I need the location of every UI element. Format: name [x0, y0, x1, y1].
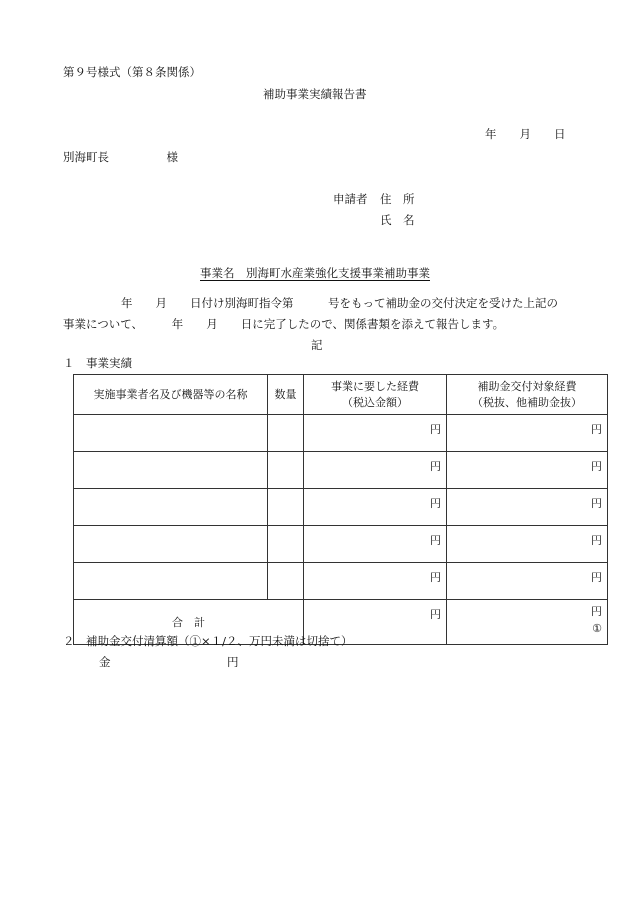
cell-name[interactable] — [74, 526, 268, 563]
total-eligible[interactable] — [447, 600, 608, 645]
cell-eligible[interactable]: 円 — [447, 415, 608, 452]
header-eligible — [447, 375, 608, 415]
cell-name[interactable] — [74, 563, 268, 600]
body-line-2: 事業について、 年 月 日に完了したので、関係書類を添えて報告します。 — [63, 317, 505, 331]
cell-quantity[interactable] — [268, 563, 304, 600]
total-eligible-yen: 円 — [591, 605, 602, 618]
cell-eligible[interactable]: 円 — [447, 489, 608, 526]
cell-cost[interactable]: 円 — [304, 563, 447, 600]
header-eligible-line1: 補助金交付対象経費 — [477, 379, 577, 393]
header-eligible-line2: （税抜、他補助金抜） — [472, 395, 582, 409]
form-number: 第９号様式（第８条関係） — [63, 65, 201, 79]
applicant-label: 申請者 — [333, 192, 368, 206]
body-line-1: 年 月 日付け別海町指令第 号をもって補助金の交付決定を受けた上記の — [121, 296, 558, 310]
header-cost-line1: 事業に要した経費 — [331, 379, 419, 393]
date-line: 年 月 日 — [485, 127, 566, 141]
cell-quantity[interactable] — [268, 452, 304, 489]
table-row — [74, 415, 608, 452]
document-title: 補助事業実績報告書 — [263, 87, 367, 101]
header-cost — [304, 375, 447, 415]
amount-yen: 円 — [227, 655, 239, 669]
cell-eligible[interactable]: 円 — [447, 452, 608, 489]
ki-label: 記 — [311, 338, 323, 352]
cell-quantity[interactable] — [268, 489, 304, 526]
cell-cost[interactable]: 円 — [304, 489, 447, 526]
header-quantity: 数量 — [268, 375, 304, 415]
cell-eligible[interactable]: 円 — [447, 526, 608, 563]
circle-one-marker: ① — [592, 622, 602, 635]
address-label: 住 所 — [380, 192, 415, 206]
cell-cost[interactable]: 円 — [304, 526, 447, 563]
cell-name[interactable] — [74, 415, 268, 452]
total-label: 合 計 — [74, 600, 304, 645]
table-header-row — [74, 375, 608, 415]
section-2-heading: ２ 補助金交付清算額（①×１/２、万円未満は切捨て） — [63, 634, 353, 648]
addressee: 別海町長 様 — [63, 150, 178, 164]
cell-name[interactable] — [74, 452, 268, 489]
cell-quantity[interactable] — [268, 526, 304, 563]
amount-prefix: 金 — [99, 655, 111, 669]
table-row — [74, 563, 608, 600]
cell-eligible[interactable]: 円 — [447, 563, 608, 600]
cell-name[interactable] — [74, 489, 268, 526]
project-name: 事業名 別海町水産業強化支援事業補助事業 — [200, 266, 430, 280]
cell-cost[interactable]: 円 — [304, 452, 447, 489]
results-table — [73, 374, 608, 645]
table-row — [74, 489, 608, 526]
cell-cost[interactable]: 円 — [304, 415, 447, 452]
name-label: 氏 名 — [380, 213, 415, 227]
table-row — [74, 526, 608, 563]
header-name: 実施事業者名及び機器等の名称 — [74, 375, 268, 415]
cell-quantity[interactable] — [268, 415, 304, 452]
header-cost-line2: （税込金額） — [342, 395, 408, 409]
section-1-heading: １ 事業実績 — [63, 356, 132, 370]
table-row — [74, 452, 608, 489]
total-cost[interactable]: 円 — [304, 600, 447, 645]
